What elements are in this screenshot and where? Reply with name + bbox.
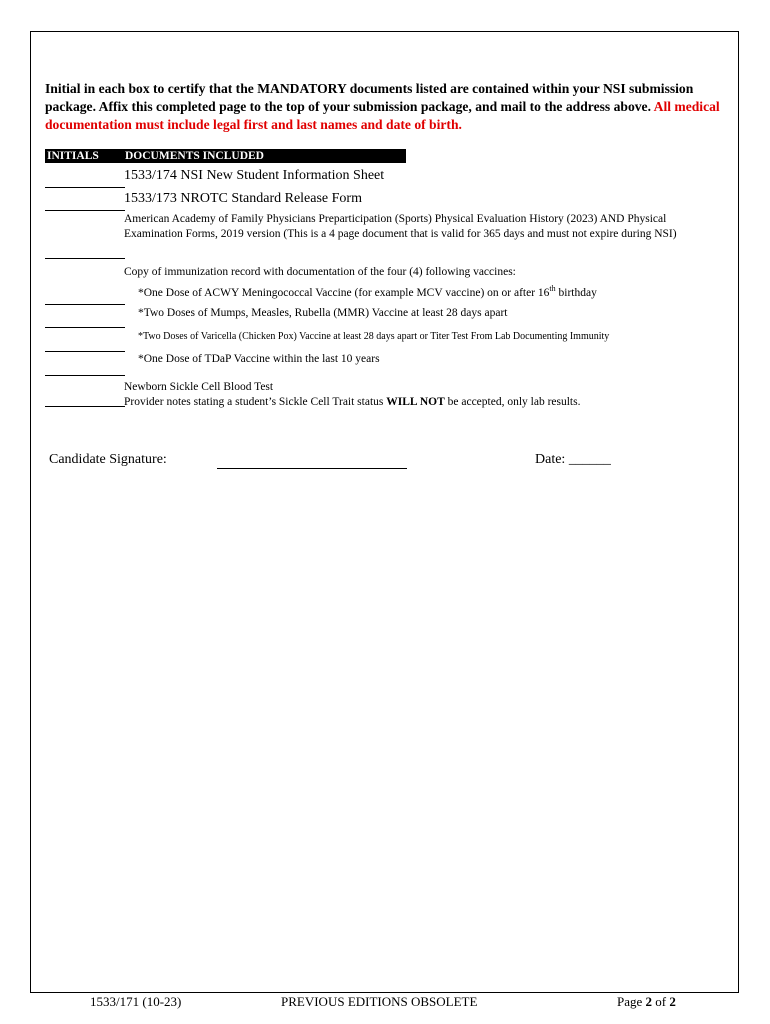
page-prefix: Page (617, 994, 646, 1009)
sickle-cell-note-text: Provider notes stating a student’s Sickle Cell Trait status (124, 396, 387, 408)
obsolete-notice: PREVIOUS EDITIONS OBSOLETE (281, 994, 478, 1009)
doc-vaccine-tdap: *One Dose of TDaP Vaccine within the last 10 years (138, 353, 380, 365)
date-field[interactable]: Date: ______ (535, 452, 611, 467)
form-number: 1533/171 (10-23) (90, 994, 182, 1009)
doc-vaccine-varicella: *Two Doses of Varicella (Chicken Pox) Vaccine at least 28 days apart or Titer Test From Lab Documenting Immunity (138, 331, 610, 342)
sickle-cell-note-emphasis: WILL NOT (386, 396, 445, 408)
page-total: 2 (669, 994, 676, 1009)
initials-blank-mmr[interactable] (45, 327, 125, 328)
initials-blank-varicella[interactable] (45, 351, 125, 352)
doc-physical-exam: American Academy of Family Physicians Preparticipation (Sports) Physical Evaluation History (2023) AND Physical Examination Forms, 2019 version (This is a 4 page document that is valid for 365 days and must not expire during NSI) (124, 213, 677, 240)
vaccine-acwy-suffix: birthday (555, 287, 597, 299)
initials-blank-sickle-cell[interactable] (45, 406, 125, 407)
initials-blank-nrotc-release[interactable] (45, 210, 125, 211)
doc-sickle-cell-note (124, 395, 580, 410)
table-header-bar (45, 149, 406, 163)
page-separator: of (652, 994, 670, 1009)
initials-blank-tdap[interactable] (45, 375, 125, 376)
doc-sickle-cell-title: Newborn Sickle Cell Blood Test (124, 381, 274, 393)
initials-column-header: INITIALS (47, 150, 99, 162)
initials-blank-nsi-sheet[interactable] (45, 187, 125, 188)
signature-line[interactable] (217, 468, 407, 469)
doc-nsi-sheet: 1533/174 NSI New Student Information Sheet (124, 168, 385, 183)
documents-column-header: DOCUMENTS INCLUDED (125, 150, 264, 162)
initials-blank-physical-exam[interactable] (45, 258, 125, 259)
page-indicator (617, 994, 676, 1010)
instructions-paragraph (45, 80, 725, 134)
medical-warning-text: All medical documentation must include legal first and last names and date of birth. (45, 99, 720, 132)
doc-nrotc-release: 1533/173 NROTC Standard Release Form (124, 191, 362, 206)
vaccine-acwy-superscript: th (549, 284, 556, 294)
doc-vaccine-mmr: *Two Doses of Mumps, Measles, Rubella (MMR) Vaccine at least 28 days apart (138, 307, 508, 319)
page-current: 2 (645, 994, 653, 1009)
instructions-text: Initial in each box to certify that the MANDATORY documents listed are contained within your NSI submission package. Affix this completed page to the top of your submission package, and mail to the address above. (45, 81, 694, 114)
sickle-cell-note-suffix: be accepted, only lab results. (444, 396, 581, 408)
initials-blank-acwy[interactable] (45, 304, 125, 305)
doc-immunization-intro: Copy of immunization record with documentation of the four (4) following vaccines: (124, 266, 516, 278)
doc-vaccine-acwy (138, 286, 597, 301)
signature-label: Candidate Signature: (49, 452, 167, 467)
vaccine-acwy-text: *One Dose of ACWY Meningococcal Vaccine (for example MCV vaccine) on or after 16 (138, 287, 550, 299)
